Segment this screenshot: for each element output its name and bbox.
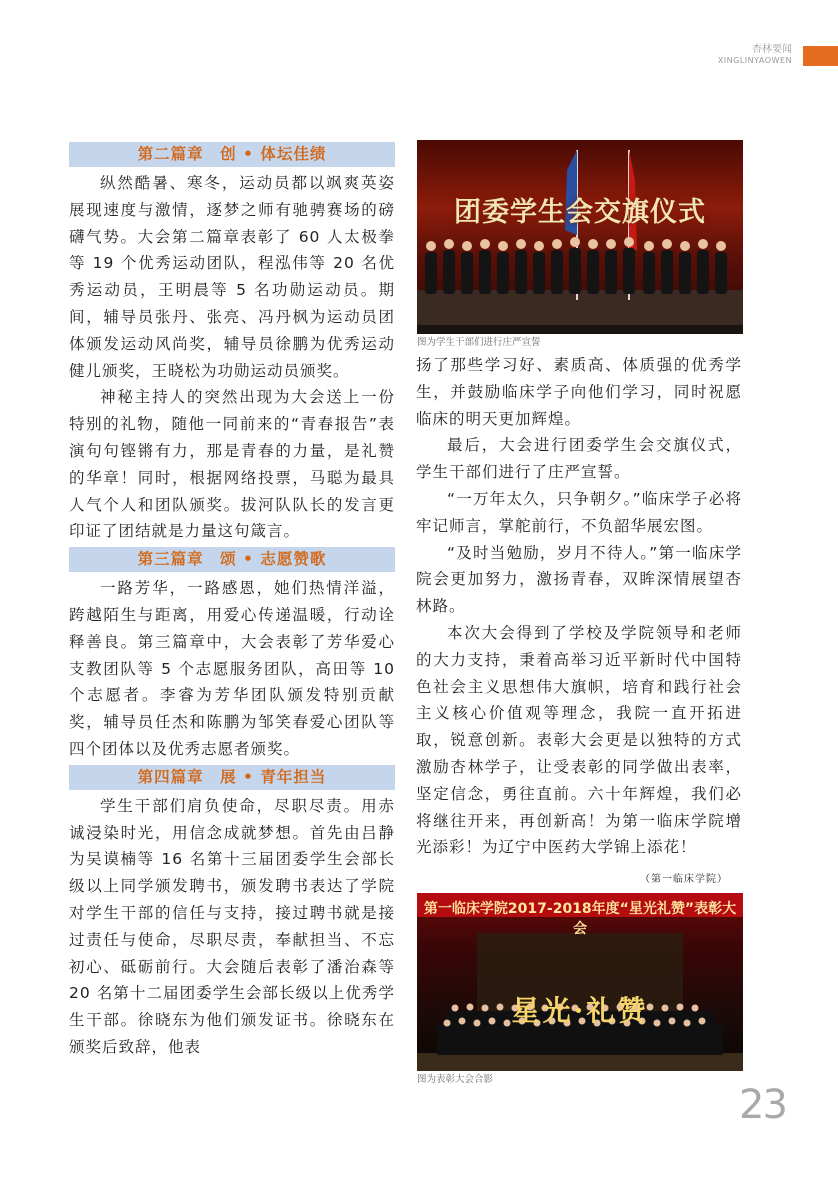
photo-flag-ceremony xyxy=(417,140,743,334)
paragraph: “及时当勉励，岁月不待人。”第一临床学院会更加努力，激扬青春，双眸深情展望杏林路。 xyxy=(416,543,742,616)
paragraph: 学生干部们肩负使命，尽职尽责。用赤诚浸染时光，用信念成就梦想。首先由吕静为吴谟楠等 16 名第十三届团委学生会部长级以上同学颁发聘书，颁发聘书表达了学院对学生干部的信任与支持，接过聘书就是接过责任与使命，尽职尽责，奉献担当、不忘初心、砥砺前行。大会随后表彰了潘治森等 20 名第十二届团委学生会部长级以上优秀学生干部。徐晓东为他们颁发证书。徐晓东在颁奖后致辞，他表 xyxy=(69,796,395,1056)
paragraph: 最后，大会进行团委学生会交旗仪式，学生干部们进行了庄严宣誓。 xyxy=(416,436,742,482)
paragraph: 一路芳华，一路感恩，她们热情洋溢，跨越陌生与距离，用爱心传递温暖，行动诠释善良。第三篇章中，大会表彰了芳华爱心支教团队等 5 个志愿服务团队，高田等 10 个志愿者。李睿为芳华团队颁发特别贡献奖，辅导员任杰和陈鹏为邹笑春爱心团队等四个团体以及优秀志愿者颁奖。 xyxy=(69,579,395,758)
page-number: 23 xyxy=(739,1082,786,1128)
header-accent-tab xyxy=(803,46,838,66)
section-name: 杏林要闻 xyxy=(752,44,792,55)
photo-caption: 图为表彰大会合影 xyxy=(417,1074,494,1085)
paragraph: 扬了那些学习好、素质高、体质强的优秀学生，并鼓励临床学子向他们学习，同时祝愿临床的明天更加辉煌。 xyxy=(416,356,742,428)
paragraph: 纵然酷暑、寒冬，运动员都以飒爽英姿展现速度与激情，逐梦之师有驰骋赛场的磅礴气势。大会第二篇章表彰了 60 人太极拳等 19 个优秀运动团队，程泓伟等 20 名优秀运动员，王明晨等 5 名功勋运动员。期间，辅导员张丹、张亮、冯丹枫为运动员团体颁发运动风尚奖，辅导员徐鹏为优秀运动健儿颁奖，王晓松为功勋运动员颁奖。 xyxy=(69,174,395,380)
photo-banner-text: 团委学生会交旗仪式 xyxy=(454,197,706,228)
photo-group-shot xyxy=(417,893,743,1071)
author-signature: （第一临床学院） xyxy=(640,874,728,885)
left-column xyxy=(69,140,395,1061)
paragraph: 神秘主持人的突然出现为大会送上一份特别的礼物，随他一同前来的“青春报告”表演句句铿锵有力，那是青春的力量，是礼赞的华章！同时，根据网络投票，马聪为最具人气个人和团队颁奖。拔河队队长的发言更印证了团结就是力量这句箴言。 xyxy=(69,388,395,541)
paragraph: 本次大会得到了学校及学院领导和老师的大力支持，秉着高举习近平新时代中国特色社会主义思想伟大旗帜，培育和践行社会主义核心价值观等理念，我院一直开拓进取，锐意创新。表彰大会更是以独特的方式激励杏林学子，让受表彰的同学做出表率，坚定信念，勇往直前。六十年辉煌，我们必将继往开来，再创新高！为第一临床学院增光添彩！为辽宁中医药大学锦上添花！ xyxy=(416,623,742,857)
section-heading-4: 第四篇章 展 • 青年担当 xyxy=(69,765,395,790)
photo-banner-text: 第一临床学院2017-2018年度“星光礼赞”表彰大会 xyxy=(423,901,737,937)
photo-caption: 图为学生干部们进行庄严宣誓 xyxy=(417,337,541,348)
ceremony-scene xyxy=(417,140,743,334)
section-heading-2: 第二篇章 创 • 体坛佳绩 xyxy=(69,142,395,167)
stage-text: 星光·礼赞 xyxy=(511,994,649,1027)
page-header xyxy=(718,44,792,66)
section-name-en: XINGLINYAOWEN xyxy=(717,56,792,65)
paragraph: “一万年太久，只争朝夕。”临床学子必将牢记师言，掌舵前行，不负韶华展宏图。 xyxy=(416,489,742,535)
section-heading-3: 第三篇章 颂 • 志愿赞歌 xyxy=(69,547,395,572)
right-column xyxy=(416,352,742,861)
